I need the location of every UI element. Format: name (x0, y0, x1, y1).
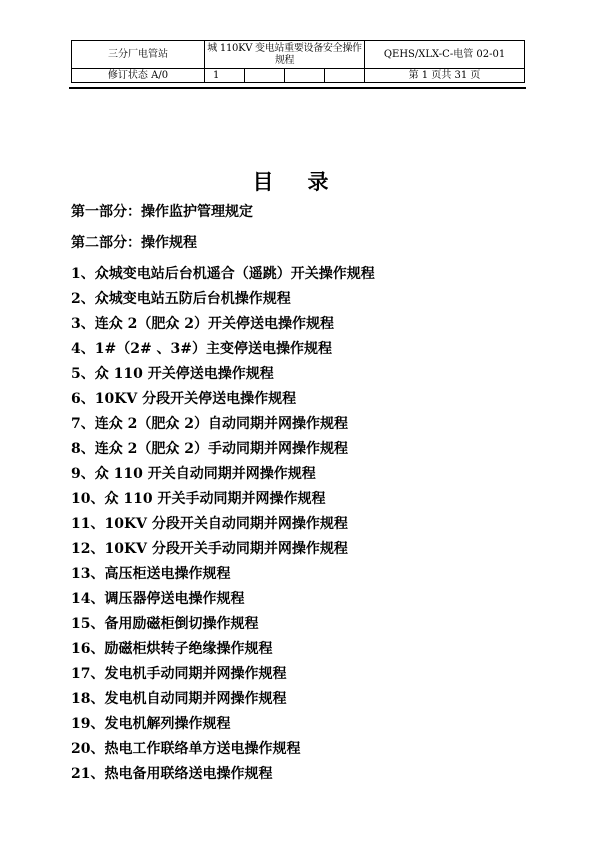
header-empty-cell (325, 69, 365, 83)
toc-item: 11、10KV 分段开关自动同期并网操作规程 (71, 516, 348, 532)
toc-list (71, 200, 375, 787)
toc-item: 7、连众 2（肥众 2）自动同期并网操作规程 (71, 416, 348, 432)
toc-section: 第一部分：操作监护管理规定 (71, 204, 253, 220)
toc-item: 6、10KV 分段开关停送电操作规程 (71, 391, 297, 407)
toc-item: 15、备用励磁柜倒切操作规程 (71, 616, 259, 632)
toc-item: 18、发电机自动同期并网操作规程 (71, 691, 287, 707)
header-divider (69, 87, 526, 89)
document-header-table (71, 40, 525, 83)
toc-item: 4、1#（2# 、3#）主变停送电操作规程 (71, 341, 333, 357)
toc-item: 8、连众 2（肥众 2）手动同期并网操作规程 (71, 441, 348, 457)
toc-item: 5、众 110 开关停送电操作规程 (71, 366, 274, 382)
toc-item: 13、高压柜送电操作规程 (71, 566, 231, 582)
revision-number: 1 (205, 69, 245, 83)
revision-status: 修订状态 A/0 (72, 69, 205, 83)
toc-item: 20、热电工作联络单方送电操作规程 (71, 741, 301, 757)
toc-item: 12、10KV 分段开关手动同期并网操作规程 (71, 541, 348, 557)
document-title: 城 110KV 变电站重要设备安全操作规程 (205, 41, 365, 69)
toc-title: 目录 (252, 169, 363, 194)
header-empty-cell (285, 69, 325, 83)
toc-item: 10、众 110 开关手动同期并网操作规程 (71, 491, 326, 507)
toc-item: 2、众城变电站五防后台机操作规程 (71, 291, 291, 307)
header-empty-cell (245, 69, 285, 83)
station-name: 三分厂电管站 (72, 41, 205, 69)
toc-section: 第二部分：操作规程 (71, 235, 197, 251)
toc-item: 9、众 110 开关自动同期并网操作规程 (71, 466, 316, 482)
toc-item: 3、连众 2（肥众 2）开关停送电操作规程 (71, 316, 334, 332)
document-code: QEHS/XLX-C-电管 02-01 (365, 41, 525, 69)
page-info: 第 1 页共 31 页 (365, 69, 525, 83)
toc-item: 16、励磁柜烘转子绝缘操作规程 (71, 641, 273, 657)
toc-item: 14、调压器停送电操作规程 (71, 591, 245, 607)
toc-item: 19、发电机解列操作规程 (71, 716, 231, 732)
toc-item: 17、发电机手动同期并网操作规程 (71, 666, 287, 682)
toc-item: 1、众城变电站后台机遥合（遥跳）开关操作规程 (71, 266, 375, 282)
toc-item: 21、热电备用联络送电操作规程 (71, 766, 273, 782)
